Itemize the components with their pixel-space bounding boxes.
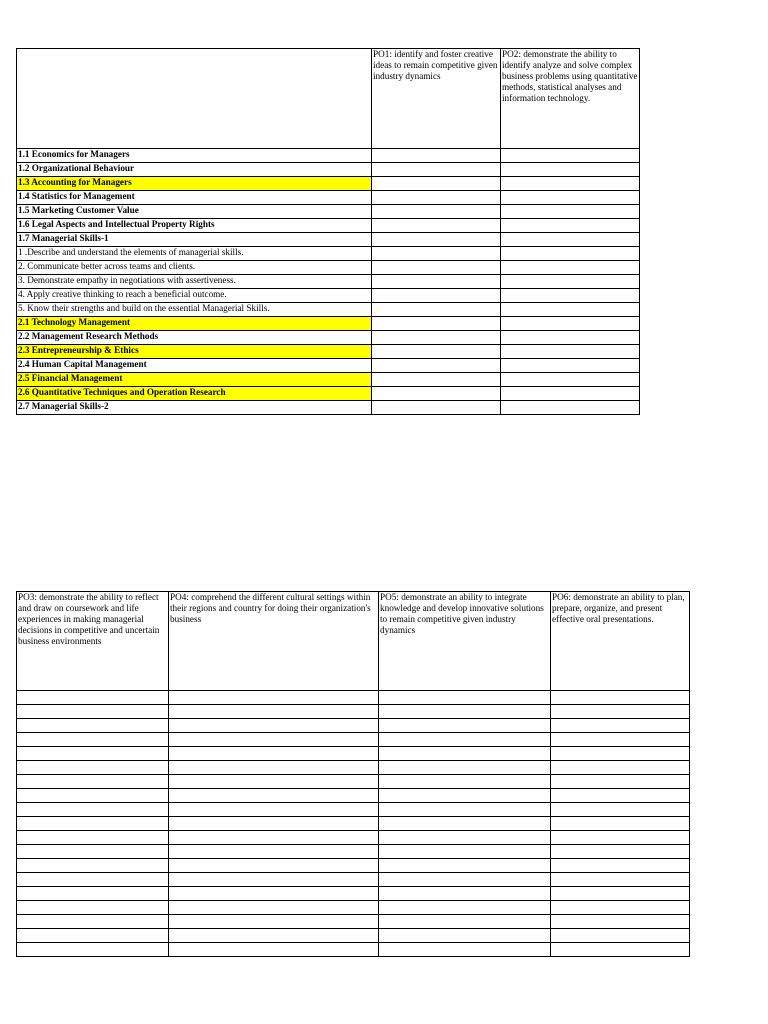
course-row: [17, 275, 640, 289]
course-row: [17, 261, 640, 275]
course-cell[interactable]: 1.2 Organizational Behaviour: [17, 163, 372, 177]
po2-cell[interactable]: [501, 303, 640, 317]
po4-cell[interactable]: [169, 817, 379, 831]
po5-cell[interactable]: [379, 817, 551, 831]
program-outcomes-table-top: [16, 48, 640, 415]
table-row: [17, 845, 690, 859]
course-cell[interactable]: 3. Demonstrate empathy in negotiations with assertiveness.: [17, 275, 372, 289]
po2-cell[interactable]: [501, 247, 640, 261]
po4-cell[interactable]: [169, 705, 379, 719]
course-row: [17, 163, 640, 177]
po1-cell[interactable]: [372, 303, 501, 317]
po4-cell[interactable]: [169, 747, 379, 761]
course-row: [17, 233, 640, 247]
po4-cell[interactable]: [169, 789, 379, 803]
po1-cell[interactable]: [372, 289, 501, 303]
po5-cell[interactable]: [379, 915, 551, 929]
po6-cell[interactable]: [551, 929, 690, 943]
course-row: [17, 219, 640, 233]
po5-cell[interactable]: [379, 845, 551, 859]
po2-cell[interactable]: [501, 205, 640, 219]
course-row: [17, 317, 640, 331]
table-row: [17, 705, 690, 719]
po6-cell[interactable]: [551, 859, 690, 873]
header-cell-po2[interactable]: PO2: demonstrate the ability to identify analyze and solve complex business problems using quantitative methods, statistical analyses and information technology.: [501, 49, 640, 149]
po1-cell[interactable]: [372, 177, 501, 191]
table-row: [17, 817, 690, 831]
course-cell[interactable]: 2.4 Human Capital Management: [17, 359, 372, 373]
po3-cell[interactable]: [17, 887, 169, 901]
po5-cell[interactable]: [379, 705, 551, 719]
po2-cell[interactable]: [501, 401, 640, 415]
po4-cell[interactable]: [169, 873, 379, 887]
po3-cell[interactable]: [17, 733, 169, 747]
course-row: [17, 359, 640, 373]
po1-cell[interactable]: [372, 345, 501, 359]
po1-cell[interactable]: [372, 401, 501, 415]
po6-cell[interactable]: [551, 761, 690, 775]
po4-cell[interactable]: [169, 859, 379, 873]
table-row: [17, 901, 690, 915]
po3-cell[interactable]: [17, 817, 169, 831]
po2-cell[interactable]: [501, 261, 640, 275]
po6-cell[interactable]: [551, 887, 690, 901]
po3-cell[interactable]: [17, 929, 169, 943]
po4-cell[interactable]: [169, 831, 379, 845]
header-cell-blank[interactable]: [17, 49, 372, 149]
po5-cell[interactable]: [379, 901, 551, 915]
table-row: [17, 775, 690, 789]
po2-cell[interactable]: [501, 275, 640, 289]
course-cell[interactable]: 2.2 Management Research Methods: [17, 331, 372, 345]
course-cell[interactable]: 2.7 Managerial Skills-2: [17, 401, 372, 415]
po5-cell[interactable]: [379, 873, 551, 887]
po4-cell[interactable]: [169, 761, 379, 775]
table-row: [17, 747, 690, 761]
po1-cell[interactable]: [372, 233, 501, 247]
course-row: [17, 303, 640, 317]
po2-cell[interactable]: [501, 317, 640, 331]
po2-cell[interactable]: [501, 331, 640, 345]
table-row: [17, 915, 690, 929]
header-cell-po6[interactable]: PO6: demonstrate an ability to plan, prepare, organize, and present effective oral presentations.: [551, 592, 690, 691]
po5-cell[interactable]: [379, 831, 551, 845]
po2-cell[interactable]: [501, 149, 640, 163]
po5-cell[interactable]: [379, 943, 551, 957]
header-cell-po3[interactable]: PO3: demonstrate the ability to reflect and draw on coursework and life experiences in making managerial decisions in competitive and uncertain business environments: [17, 592, 169, 691]
po6-cell[interactable]: [551, 775, 690, 789]
course-row: [17, 289, 640, 303]
header-row: [17, 49, 640, 149]
course-cell[interactable]: 1.5 Marketing Customer Value: [17, 205, 372, 219]
course-row: [17, 177, 640, 191]
po1-cell[interactable]: [372, 191, 501, 205]
course-row: [17, 247, 640, 261]
table-row: [17, 803, 690, 817]
po5-cell[interactable]: [379, 747, 551, 761]
po1-cell[interactable]: [372, 247, 501, 261]
course-cell[interactable]: 1.3 Accounting for Managers: [17, 177, 372, 191]
po5-cell[interactable]: [379, 719, 551, 733]
table-row: [17, 859, 690, 873]
table-row: [17, 761, 690, 775]
po6-cell[interactable]: [551, 943, 690, 957]
po6-cell[interactable]: [551, 803, 690, 817]
table-row: [17, 831, 690, 845]
po5-cell[interactable]: [379, 929, 551, 943]
po2-cell[interactable]: [501, 289, 640, 303]
po1-cell[interactable]: [372, 373, 501, 387]
course-row: [17, 401, 640, 415]
po6-cell[interactable]: [551, 705, 690, 719]
course-row: [17, 149, 640, 163]
po3-cell[interactable]: [17, 901, 169, 915]
po6-cell[interactable]: [551, 831, 690, 845]
po1-cell[interactable]: [372, 261, 501, 275]
po3-cell[interactable]: [17, 789, 169, 803]
po1-cell[interactable]: [372, 331, 501, 345]
po6-cell[interactable]: [551, 915, 690, 929]
course-cell[interactable]: 2.6 Quantitative Techniques and Operation Research: [17, 387, 372, 401]
course-cell[interactable]: 1.7 Managerial Skills-1: [17, 233, 372, 247]
po5-cell[interactable]: [379, 803, 551, 817]
po1-cell[interactable]: [372, 387, 501, 401]
po4-cell[interactable]: [169, 775, 379, 789]
po3-cell[interactable]: [17, 915, 169, 929]
po6-cell[interactable]: [551, 747, 690, 761]
course-row: [17, 345, 640, 359]
po3-cell[interactable]: [17, 691, 169, 705]
po4-cell[interactable]: [169, 943, 379, 957]
course-row: [17, 373, 640, 387]
course-row: [17, 191, 640, 205]
po6-cell[interactable]: [551, 845, 690, 859]
table-row: [17, 943, 690, 957]
course-cell[interactable]: 1 .Describe and understand the elements of managerial skills.: [17, 247, 372, 261]
po3-cell[interactable]: [17, 831, 169, 845]
po6-cell[interactable]: [551, 817, 690, 831]
po3-cell[interactable]: [17, 803, 169, 817]
po4-cell[interactable]: [169, 887, 379, 901]
po1-cell[interactable]: [372, 163, 501, 177]
course-cell[interactable]: 2. Communicate better across teams and clients.: [17, 261, 372, 275]
po2-cell[interactable]: [501, 373, 640, 387]
po3-cell[interactable]: [17, 719, 169, 733]
po4-cell[interactable]: [169, 845, 379, 859]
course-cell[interactable]: 1.6 Legal Aspects and Intellectual Property Rights: [17, 219, 372, 233]
course-cell[interactable]: 5. Know their strengths and build on the essential Managerial Skills.: [17, 303, 372, 317]
po4-cell[interactable]: [169, 929, 379, 943]
po6-cell[interactable]: [551, 873, 690, 887]
po5-cell[interactable]: [379, 887, 551, 901]
po2-cell[interactable]: [501, 191, 640, 205]
po1-cell[interactable]: [372, 205, 501, 219]
po1-cell[interactable]: [372, 219, 501, 233]
po6-cell[interactable]: [551, 789, 690, 803]
po5-cell[interactable]: [379, 859, 551, 873]
po2-cell[interactable]: [501, 345, 640, 359]
course-cell[interactable]: 2.5 Financial Management: [17, 373, 372, 387]
table-row: [17, 873, 690, 887]
po5-cell[interactable]: [379, 775, 551, 789]
po2-cell[interactable]: [501, 177, 640, 191]
po5-cell[interactable]: [379, 789, 551, 803]
po4-cell[interactable]: [169, 901, 379, 915]
po3-cell[interactable]: [17, 845, 169, 859]
table-row: [17, 789, 690, 803]
course-row: [17, 331, 640, 345]
po3-cell[interactable]: [17, 747, 169, 761]
course-cell[interactable]: 4. Apply creative thinking to reach a beneficial outcome.: [17, 289, 372, 303]
po4-cell[interactable]: [169, 803, 379, 817]
po3-cell[interactable]: [17, 705, 169, 719]
po6-cell[interactable]: [551, 901, 690, 915]
po1-cell[interactable]: [372, 317, 501, 331]
course-cell[interactable]: 2.3 Entrepreneurship & Ethics: [17, 345, 372, 359]
po3-cell[interactable]: [17, 761, 169, 775]
table-row: [17, 887, 690, 901]
program-outcomes-table-bottom: [16, 591, 690, 957]
po6-cell[interactable]: [551, 733, 690, 747]
po4-cell[interactable]: [169, 719, 379, 733]
po2-cell[interactable]: [501, 359, 640, 373]
table-row: [17, 691, 690, 705]
course-cell[interactable]: 1.1 Economics for Managers: [17, 149, 372, 163]
po2-cell[interactable]: [501, 233, 640, 247]
table-row: [17, 733, 690, 747]
po5-cell[interactable]: [379, 761, 551, 775]
po2-cell[interactable]: [501, 387, 640, 401]
po3-cell[interactable]: [17, 873, 169, 887]
header-row: [17, 592, 690, 691]
po3-cell[interactable]: [17, 775, 169, 789]
header-cell-po5[interactable]: PO5: demonstrate an ability to integrate knowledge and develop innovative solutions to remain competitive given industry dynamics: [379, 592, 551, 691]
po1-cell[interactable]: [372, 149, 501, 163]
header-cell-po1[interactable]: PO1: identify and foster creative ideas to remain competitive given industry dynamics: [372, 49, 501, 149]
header-cell-po4[interactable]: PO4: comprehend the different cultural settings within their regions and country for doing their organization's business: [169, 592, 379, 691]
po3-cell[interactable]: [17, 859, 169, 873]
po5-cell[interactable]: [379, 691, 551, 705]
po1-cell[interactable]: [372, 275, 501, 289]
course-cell[interactable]: 1.4 Statistics for Management: [17, 191, 372, 205]
po3-cell[interactable]: [17, 943, 169, 957]
po1-cell[interactable]: [372, 359, 501, 373]
course-row: [17, 387, 640, 401]
table-row: [17, 929, 690, 943]
po4-cell[interactable]: [169, 733, 379, 747]
po5-cell[interactable]: [379, 733, 551, 747]
po4-cell[interactable]: [169, 691, 379, 705]
po6-cell[interactable]: [551, 719, 690, 733]
po2-cell[interactable]: [501, 219, 640, 233]
po2-cell[interactable]: [501, 163, 640, 177]
course-row: [17, 205, 640, 219]
table-row: [17, 719, 690, 733]
po6-cell[interactable]: [551, 691, 690, 705]
course-cell[interactable]: 2.1 Technology Management: [17, 317, 372, 331]
po4-cell[interactable]: [169, 915, 379, 929]
